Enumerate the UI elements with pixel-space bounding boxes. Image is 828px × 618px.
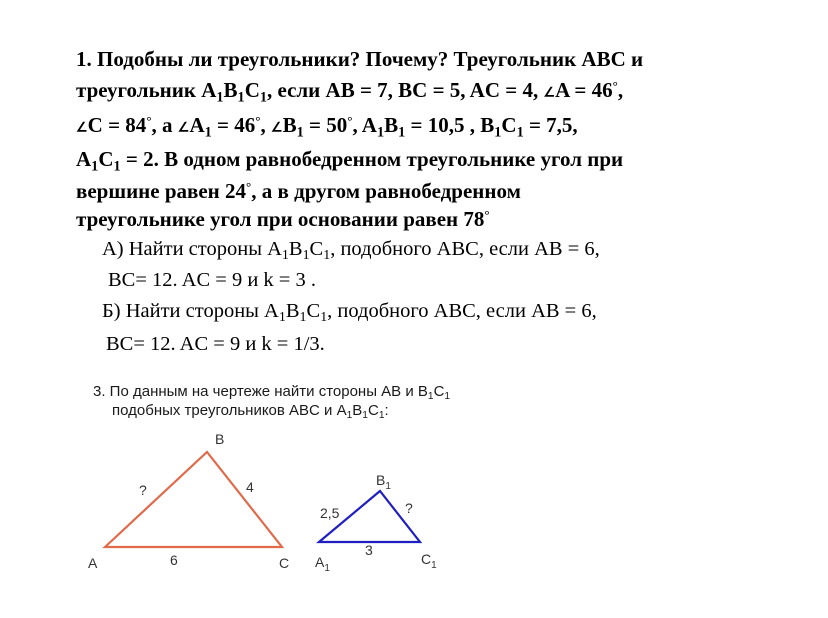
tri1-side-ab: ? (139, 482, 147, 498)
figure-caption-line-2: подобных треугольников ABC и $A_1B_1C_1$: (112, 402, 389, 422)
tri1-vertex-b: B (215, 431, 225, 447)
problem-line-1: 1. Подобны ли треугольники? Почему? Треугольник ABC и (76, 47, 644, 71)
problem-line-5: вершине равен 24°, а в другом равнобедренном (76, 178, 521, 203)
tri2-vertex-c1: $C_1$ (421, 551, 437, 571)
angle-icon: ∠ (177, 119, 190, 135)
tri1-side-ac: 6 (170, 552, 178, 568)
tri2-vertex-a1: $A_1$ (315, 554, 330, 574)
angle-icon: ∠ (76, 119, 88, 135)
tri1-vertex-c: C (279, 555, 290, 571)
angle-icon: ∠ (543, 84, 556, 100)
tri2-side-b1c1: ? (405, 500, 413, 516)
problem-line-2: треугольник $A_1B_1C_1$, если AB = 7, BC = 5, AC = 4, ∠A = 46°, (76, 77, 624, 106)
part-b-line-1: Б) Найти стороны $A_1B_1C_1$, подобного ABC, если AB = 6, (102, 300, 597, 326)
triangle-abc (105, 452, 282, 547)
problem-line-4: $A_1C_1 = 2$. В одном равнобедренном треугольнике угол при (76, 147, 624, 175)
part-a-line-2: BC= 12. AC = 9 и k = 3 . (108, 269, 316, 291)
tri1-vertex-a: A (88, 555, 98, 571)
figure-caption-line-1: 3. По данным на чертеже найти стороны AB и $B_1C_1$ (93, 383, 451, 403)
part-a-line-1: А) Найти стороны $A_1B_1C_1$, подобного ABC, если AB = 6, (102, 238, 600, 264)
problem-line-3: ∠C = 84°, a $\angle A_1 = 46^\circ$, $\angle B_1 = 50^\circ$, $A_1B_1 = 10,5$ , $B_1C_1 = 7,5$, (76, 112, 578, 141)
part-b-line-2: BC= 12. AC = 9 и k = 1/3. (106, 333, 325, 355)
tri2-side-a1c1: 3 (365, 542, 373, 558)
tri2-vertex-b1: $B_1$ (376, 472, 391, 492)
tri2-side-a1b1: 2,5 (320, 505, 340, 521)
angle-icon: ∠ (270, 119, 283, 135)
problem-line-6: треугольнике угол при основании равен 78° (76, 206, 490, 231)
tri1-side-bc: 4 (246, 479, 254, 495)
